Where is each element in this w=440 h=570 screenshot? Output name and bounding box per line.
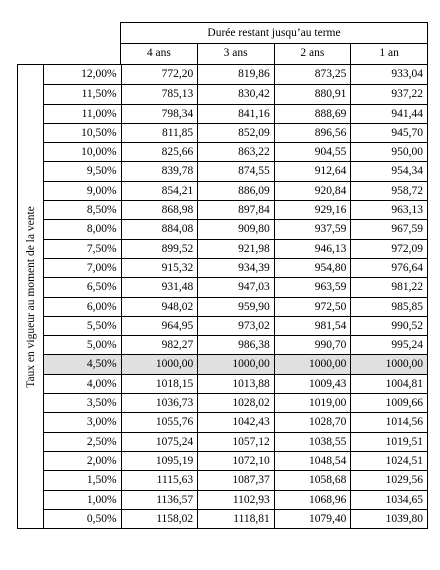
price-cell: 1014,56 (350, 413, 427, 431)
rate-cell: 8,50% (86, 204, 117, 217)
price-cell: 1000,00 (197, 355, 274, 373)
price-cell: 1004,81 (350, 375, 427, 393)
rate-cell: 2,50% (86, 435, 117, 448)
table-row (44, 239, 427, 258)
price-cell: 1013,88 (197, 375, 274, 393)
price-cell: 1118,81 (197, 510, 274, 528)
price-cell: 1009,43 (274, 375, 351, 393)
price-cell: 995,24 (350, 336, 427, 354)
price-cell: 990,52 (350, 317, 427, 335)
rate-cell: 9,00% (86, 184, 117, 197)
table-row (44, 219, 427, 238)
price-cell: 874,55 (197, 162, 274, 180)
price-cell: 1028,70 (274, 413, 351, 431)
price-cell: 1072,10 (197, 452, 274, 470)
price-cell: 904,55 (274, 143, 351, 161)
price-cell: 950,00 (350, 143, 427, 161)
table-row (44, 490, 427, 509)
rate-cell: 6,50% (86, 281, 117, 294)
price-cell: 1102,93 (197, 491, 274, 509)
price-cell: 830,42 (197, 85, 274, 103)
price-cell: 1029,56 (350, 471, 427, 489)
price-cell: 990,70 (274, 336, 351, 354)
price-cell: 981,54 (274, 317, 351, 335)
price-cell: 888,69 (274, 105, 351, 123)
price-cell: 1009,66 (350, 394, 427, 412)
price-cell: 920,84 (274, 182, 351, 200)
rate-cell: 11,00% (81, 107, 117, 120)
price-cell: 852,09 (197, 124, 274, 142)
table-row (44, 277, 427, 296)
rate-cell: 7,50% (86, 242, 117, 255)
rate-cell: 12,00% (81, 68, 117, 80)
price-cell: 897,84 (197, 201, 274, 219)
price-cell: 880,91 (274, 85, 351, 103)
price-cell: 854,21 (121, 182, 198, 200)
price-cell: 884,08 (121, 220, 198, 238)
table-row (44, 393, 427, 412)
column-header: 4 ans (146, 47, 171, 59)
price-cell: 772,20 (121, 65, 198, 84)
price-cell: 1019,51 (350, 433, 427, 451)
table-row (44, 258, 427, 277)
price-cell: 972,09 (350, 240, 427, 258)
price-cell: 972,50 (274, 298, 351, 316)
price-cell: 958,72 (350, 182, 427, 200)
price-cell: 934,39 (197, 259, 274, 277)
price-cell: 785,13 (121, 85, 198, 103)
price-cell: 1048,54 (274, 452, 351, 470)
column-header: 2 ans (274, 43, 351, 64)
price-cell: 1019,00 (274, 394, 351, 412)
price-cell: 986,38 (197, 336, 274, 354)
price-cell: 976,64 (350, 259, 427, 277)
price-cell: 963,13 (350, 201, 427, 219)
price-cell: 1000,00 (274, 355, 351, 373)
table-row (44, 470, 427, 489)
rate-cell: 7,00% (86, 261, 117, 274)
rate-axis-label (18, 65, 44, 528)
price-cell: 1095,19 (121, 452, 198, 470)
price-cell: 985,85 (350, 298, 427, 316)
price-cell: 1038,55 (274, 433, 351, 451)
price-cell: 1158,02 (121, 510, 198, 528)
column-header-row (120, 43, 428, 65)
column-header: 1 an (350, 43, 427, 64)
rate-cell: 8,00% (86, 223, 117, 236)
price-cell: 896,56 (274, 124, 351, 142)
price-cell: 873,25 (274, 65, 351, 84)
price-cell: 886,09 (197, 182, 274, 200)
table-row (44, 297, 427, 316)
price-cell: 963,59 (274, 278, 351, 296)
table-row (44, 161, 427, 180)
price-cell: 937,22 (350, 85, 427, 103)
price-cell: 863,22 (197, 143, 274, 161)
table-row (44, 354, 427, 373)
price-cell: 954,80 (274, 259, 351, 277)
rate-cell: 2,00% (86, 454, 117, 467)
table-row (44, 412, 427, 431)
price-cell: 868,98 (121, 201, 198, 219)
table-row (44, 123, 427, 142)
price-cell: 954,34 (350, 162, 427, 180)
rate-cell: 11,50% (81, 88, 117, 101)
price-cell: 1000,00 (350, 355, 427, 373)
price-cell: 839,78 (121, 162, 198, 180)
price-cell: 1055,76 (121, 413, 198, 431)
price-cell: 1028,02 (197, 394, 274, 412)
price-cell: 1024,51 (350, 452, 427, 470)
price-cell: 1058,68 (274, 471, 351, 489)
table-rows (44, 65, 427, 528)
price-cell: 959,90 (197, 298, 274, 316)
price-cell: 1000,00 (121, 355, 198, 373)
table-row (44, 104, 427, 123)
price-cell: 947,03 (197, 278, 274, 296)
rate-cell: 6,00% (86, 300, 117, 313)
price-cell: 941,44 (350, 105, 427, 123)
price-cell: 798,34 (121, 105, 198, 123)
table-row (44, 65, 427, 84)
price-cell: 933,04 (350, 65, 427, 84)
price-cell: 982,27 (121, 336, 198, 354)
table-body (17, 64, 428, 529)
price-cell: 841,16 (197, 105, 274, 123)
price-cell: 899,52 (121, 240, 198, 258)
table-row (44, 316, 427, 335)
rate-cell: 10,50% (81, 126, 117, 139)
rate-cell: 1,50% (86, 474, 117, 487)
table-row (44, 451, 427, 470)
price-cell: 811,85 (121, 124, 198, 142)
price-cell: 1087,37 (197, 471, 274, 489)
table-row (44, 142, 427, 161)
price-cell: 937,59 (274, 220, 351, 238)
price-cell: 909,80 (197, 220, 274, 238)
price-cell: 967,59 (350, 220, 427, 238)
price-cell: 1039,80 (350, 510, 427, 528)
rate-cell: 1,00% (86, 493, 117, 506)
duration-header-label: Durée restant jusqu’au terme (207, 27, 341, 39)
rate-axis-label-text: Taux en vigueur au moment de la vente (24, 205, 37, 388)
price-cell: 948,02 (121, 298, 198, 316)
rate-cell: 3,50% (86, 397, 117, 410)
price-cell: 964,95 (121, 317, 198, 335)
table-row (44, 335, 427, 354)
rate-cell: 10,00% (81, 146, 117, 159)
price-cell: 1042,43 (197, 413, 274, 431)
price-cell: 825,66 (121, 143, 198, 161)
price-cell: 1075,24 (121, 433, 198, 451)
table-row (44, 84, 427, 103)
price-cell: 915,32 (121, 259, 198, 277)
table-row (44, 200, 427, 219)
rate-cell: 5,00% (86, 339, 117, 352)
rate-cell: 9,50% (86, 165, 117, 178)
price-cell: 946,13 (274, 240, 351, 258)
table-row (44, 509, 427, 528)
table-row (44, 374, 427, 393)
price-cell: 931,48 (121, 278, 198, 296)
price-cell: 1057,12 (197, 433, 274, 451)
rate-cell: 3,00% (86, 416, 117, 429)
price-cell: 929,16 (274, 201, 351, 219)
rate-cell: 4,00% (86, 377, 117, 390)
price-cell: 1136,57 (121, 491, 198, 509)
price-cell: 1036,73 (121, 394, 198, 412)
table-row (44, 432, 427, 451)
price-cell: 945,70 (350, 124, 427, 142)
price-cell: 912,64 (274, 162, 351, 180)
rate-cell: 5,50% (86, 319, 117, 332)
price-cell: 1068,96 (274, 491, 351, 509)
price-cell: 921,98 (197, 240, 274, 258)
rate-cell: 4,50% (86, 358, 117, 371)
column-header: 3 ans (197, 43, 274, 64)
price-cell: 1115,63 (121, 471, 198, 489)
price-cell: 1079,40 (274, 510, 351, 528)
price-cell: 819,86 (197, 65, 274, 84)
table-row (44, 181, 427, 200)
price-cell: 1018,15 (121, 375, 198, 393)
rate-cell: 0,50% (86, 512, 117, 525)
duration-header (120, 22, 428, 44)
price-cell: 981,22 (350, 278, 427, 296)
price-cell: 973,02 (197, 317, 274, 335)
price-cell: 1034,65 (350, 491, 427, 509)
